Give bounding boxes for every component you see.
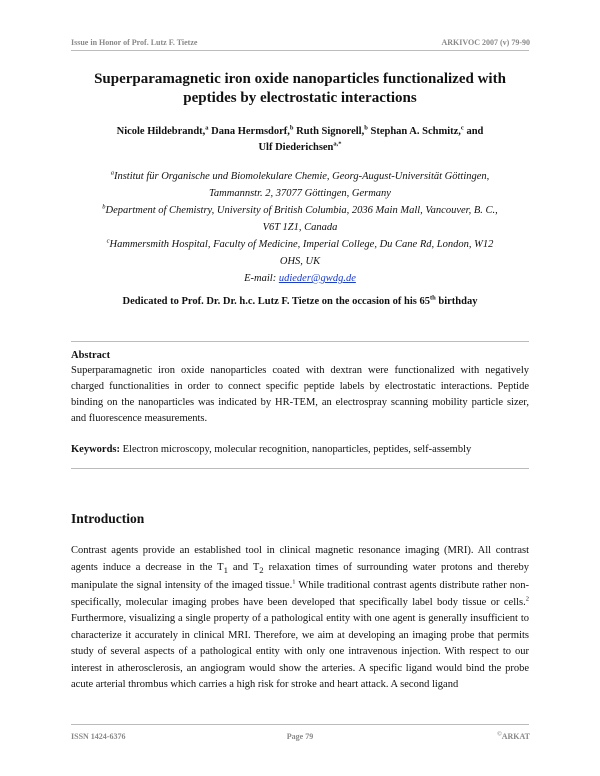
citation-ref: 1 [292, 578, 296, 586]
body-text: relaxation times of surrounding water protons and thereby manipulate the signal intensity of the imaged tissue. [71, 561, 530, 592]
introduction-paragraph [71, 543, 529, 694]
author-name: Ulf Diederichsen [258, 142, 334, 153]
header-rule [71, 50, 529, 51]
dedication-sup: th [429, 294, 436, 302]
affiliations [71, 168, 529, 287]
section-heading-introduction: Introduction [71, 511, 145, 526]
affiliation-a [71, 168, 529, 185]
footer-rule [71, 724, 529, 725]
copyright-mark: © [497, 731, 502, 738]
dedication-text: Dedicated to Prof. Dr. Dr. h.c. Lutz F. Tietze on the occasion of his 65 [122, 296, 430, 307]
affil-mark: c [106, 237, 110, 245]
affiliation-b [71, 202, 529, 219]
affil-mark: a [110, 169, 114, 177]
running-header-right: ARKIVOC 2007 (v) 79-90 [441, 38, 530, 47]
title-line-1: Superparamagnetic iron oxide nanoparticles functionalized with [94, 71, 506, 87]
author-name: Dana Hermsdorf, [208, 126, 290, 137]
author-name: Stephan A. Schmitz, [367, 126, 461, 137]
abstract-text: Superparamagnetic iron oxide nanoparticles coated with dextran were functionalized with negatively charged functionalities in order to connect specific peptide labels by electrostatic interactions. Peptide binding on the nanoparticles was indicated by HR-TEM, an electrospray scanning mobility particle sizer, and fluorescence measurements. [71, 365, 529, 424]
title-line-2: peptides by electrostatic interactions [183, 90, 417, 106]
footer-issn: ISSN 1424-6376 [71, 732, 126, 741]
contact-email-line [71, 270, 529, 287]
email-link[interactable]: udieder@gwdg.de [278, 273, 356, 284]
affil-text: Hammersmith Hospital, Faculty of Medicine, Imperial College, Du Cane Rd, London, W12 [109, 239, 494, 250]
author-name: Ruth Signorell, [293, 126, 365, 137]
affiliation-c [71, 236, 529, 253]
keywords-text: Electron microscopy, molecular recognition, nanoparticles, peptides, self-assembly [120, 444, 472, 455]
email-label: E-mail: [244, 273, 279, 284]
author-name: Nicole Hildebrandt, [116, 126, 206, 137]
citation-ref: 2 [525, 595, 529, 603]
affil-text: V6T 1Z1, Canada [262, 222, 338, 233]
dedication-tail: birthday [435, 296, 478, 307]
abstract-top-rule [71, 341, 529, 342]
body-text: While traditional contrast agents distribute rather non-specifically, molecular imaging probes have been developed that specifically label body tissue or cells. [71, 580, 530, 608]
affil-text: Department of Chemistry, University of British Columbia, 2036 Main Mall, Vancouver, B. C., [105, 205, 498, 216]
affil-text: OHS, UK [279, 256, 321, 267]
author-affil-mark: b [289, 124, 294, 132]
subscript: 1 [223, 564, 228, 575]
body-text: and T [227, 561, 260, 573]
author-affil-mark: a [205, 124, 209, 132]
affil-mark: b [102, 203, 106, 211]
abstract-bottom-rule [71, 468, 529, 469]
keywords [71, 444, 529, 455]
author-affil-mark: a,* [333, 140, 342, 148]
author-list [71, 124, 529, 156]
paper-title [71, 70, 529, 108]
body-text: Contrast agents provide an established tool in clinical magnetic resonance imaging (MRI). All contrast agents induce a decrease in the T [71, 545, 529, 573]
affil-text: Institut für Organische und Biomolekulare Chemie, Georg-August-Universität Göttingen, [113, 171, 490, 182]
dedication [71, 296, 529, 307]
author-affil-mark: c [460, 124, 464, 132]
running-header-left: Issue in Honor of Prof. Lutz F. Tietze [71, 38, 198, 47]
keywords-label: Keywords: [71, 444, 120, 455]
subscript: 2 [259, 564, 264, 575]
author-affil-mark: b [364, 124, 368, 132]
abstract-heading: Abstract [71, 350, 111, 361]
body-text: Furthermore, visualizing a single property of a pathological entity with one agent is generally insufficient to characterize it accurately in clinical MRI. Therefore, we aim at developing an imaging probe that permits study of several aspects of a pathological entity with only one intravenous injection. With respect to our interest in atherosclerosis, an angiogram would show the arteries. A specific ligand would bind the probe acute arterial thrombus which carries a high risk for stroke and heart attack. A second ligand [71, 613, 529, 691]
publisher-name: ARKAT [501, 732, 530, 741]
affil-text: Tammannstr. 2, 37077 Göttingen, Germany [209, 188, 391, 199]
footer-page-number: Page 79 [286, 732, 314, 741]
author-conjunction: and [463, 126, 484, 137]
footer-publisher [497, 732, 530, 741]
